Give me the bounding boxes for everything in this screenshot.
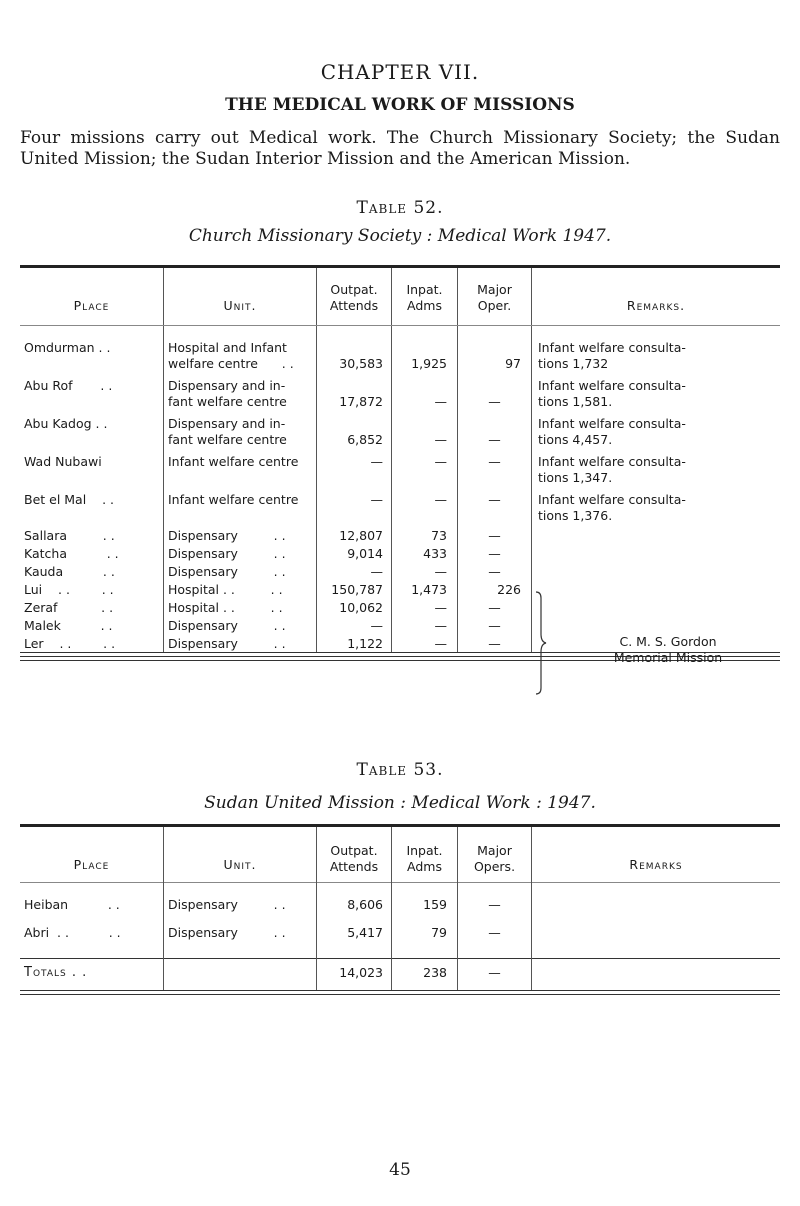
- table52-cell-major: —: [488, 636, 501, 651]
- table52-cell-remarks-line2: tions 1,732: [538, 356, 609, 371]
- table53-header-remarks: Remarks: [629, 857, 683, 872]
- table53-cell-outpat: 8,606: [347, 897, 383, 912]
- table52-cell-major: 97: [505, 356, 521, 371]
- table52-cell-outpat: 30,583: [339, 356, 383, 371]
- table53-cell-inpat: 79: [431, 925, 447, 940]
- table52-cell-inpat: —: [434, 394, 447, 409]
- table53-cell-major: —: [488, 897, 501, 912]
- table52-cell-remarks: Infant welfare consulta-: [538, 416, 686, 431]
- table52-cell-remarks: Infant welfare consulta-: [538, 340, 686, 355]
- table52-cell-major: 226: [497, 582, 521, 597]
- page-heading: THE MEDICAL WORK OF MISSIONS: [225, 95, 575, 115]
- table52-header-inpat: Inpat. Adms: [406, 282, 443, 313]
- table53-bottom-rule-2: [20, 994, 780, 995]
- table52-cell-remarks-line2: tions 4,457.: [538, 432, 613, 447]
- table52-cell-inpat: —: [434, 432, 447, 447]
- table53-cell-place: Heiban . .: [24, 897, 120, 912]
- table52-cell-remarks: Infant welfare consulta-: [538, 378, 686, 393]
- table53-header-rule: [20, 882, 780, 883]
- table53-totals-label: Totals . .: [24, 965, 88, 980]
- table52-cell-place: Abu Rof . .: [24, 378, 113, 393]
- table52-cell-unit: Dispensary and in-: [168, 378, 286, 393]
- table53-header-unit: Unit.: [223, 857, 257, 872]
- table53-header-outpat: Outpat. Attends: [329, 843, 379, 874]
- table52-cell-major: —: [488, 600, 501, 615]
- table52-header-place: Place: [73, 298, 110, 313]
- table53-cell-outpat: 5,417: [347, 925, 383, 940]
- table53-cell-unit: Dispensary . .: [168, 897, 286, 912]
- table52-cell-inpat: 1,925: [411, 356, 447, 371]
- table52-caption: Table 52.: [356, 198, 444, 218]
- table52-cell-inpat: 1,473: [411, 582, 447, 597]
- table52-cell-outpat: 17,872: [339, 394, 383, 409]
- table52-cell-unit: Infant welfare centre: [168, 454, 299, 469]
- brace-icon: [533, 590, 547, 696]
- table52-cell-remarks: Infant welfare consulta-: [538, 454, 686, 469]
- table52-cell-major: —: [488, 564, 501, 579]
- table52-cell-inpat: —: [434, 454, 447, 469]
- table53-header-place: Place: [73, 857, 110, 872]
- table52-header-major: Major Oper.: [477, 282, 512, 313]
- table52-cell-inpat: 433: [423, 546, 447, 561]
- table52-cell-major: —: [488, 492, 501, 507]
- table52-cell-inpat: —: [434, 564, 447, 579]
- table52-cell-place: Sallara . .: [24, 528, 115, 543]
- table53-cell-inpat: 159: [423, 897, 447, 912]
- table52-cell-outpat: 10,062: [339, 600, 383, 615]
- table52-top-rule: [20, 265, 780, 268]
- table52-cell-outpat: 12,807: [339, 528, 383, 543]
- table52-cell-unit: Dispensary and in-: [168, 416, 286, 431]
- page-number: 45: [389, 1160, 411, 1180]
- table52-cell-place: Wad Nubawi: [24, 454, 102, 469]
- table52-brace-note: C. M. S. Gordon Memorial Mission: [613, 634, 723, 665]
- table52-cell-place: Abu Kadog . .: [24, 416, 108, 431]
- table53-header-inpat: Inpat. Adms: [406, 843, 443, 874]
- table52-cell-place: Bet el Mal . .: [24, 492, 115, 507]
- table52-cell-outpat: 150,787: [331, 582, 383, 597]
- table52-cell-outpat: 6,852: [347, 432, 383, 447]
- intro-paragraph: Four missions carry out Medical work. The Church Missionary Society; the Sudan United Mission; the Sudan Interior Mission and the American Mission.: [20, 128, 780, 169]
- table53-cell-major: —: [488, 925, 501, 940]
- table52-cell-major: —: [488, 394, 501, 409]
- chapter-title: CHAPTER VII.: [320, 60, 480, 84]
- table53-totals-rule: [20, 958, 780, 959]
- table52-subtitle: Church Missionary Society : Medical Work 1947.: [188, 226, 612, 246]
- table52-cell-remarks-line2: tions 1,347.: [538, 470, 613, 485]
- table53-top-rule: [20, 824, 780, 827]
- table52-cell-unit: Dispensary . .: [168, 564, 286, 579]
- table53-totals-inpat: 238: [423, 965, 447, 980]
- table52-cell-place: Kauda . .: [24, 564, 115, 579]
- table53-totals-outpat: 14,023: [339, 965, 383, 980]
- table52-cell-unit: Hospital and Infant: [168, 340, 287, 355]
- table52-cell-inpat: —: [434, 618, 447, 633]
- table52-cell-major: —: [488, 546, 501, 561]
- table52-cell-unit-line2: welfare centre . .: [168, 356, 294, 371]
- table52-cell-remarks: Infant welfare consulta-: [538, 492, 686, 507]
- table52-cell-unit: Dispensary . .: [168, 528, 286, 543]
- table53-cell-unit: Dispensary . .: [168, 925, 286, 940]
- table52-cell-outpat: —: [370, 618, 383, 633]
- table52-header-remarks: Remarks.: [626, 298, 686, 313]
- table52-cell-unit: Hospital . . . .: [168, 600, 283, 615]
- table52-cell-unit: Hospital . . . .: [168, 582, 283, 597]
- table52-cell-remarks-line2: tions 1,376.: [538, 508, 613, 523]
- table52-cell-inpat: —: [434, 600, 447, 615]
- table52-cell-unit: Dispensary . .: [168, 546, 286, 561]
- table53-cell-place: Abri . . . .: [24, 925, 121, 940]
- table53-totals-major: —: [488, 965, 501, 980]
- table52-cell-unit: Dispensary . .: [168, 618, 286, 633]
- table52-cell-outpat: —: [370, 492, 383, 507]
- table52-cell-unit-line2: fant welfare centre: [168, 394, 287, 409]
- table52-cell-major: —: [488, 618, 501, 633]
- table52-cell-unit: Infant welfare centre: [168, 492, 299, 507]
- table53-col-divider: [531, 827, 532, 990]
- table52-cell-place: Katcha . .: [24, 546, 119, 561]
- table52-cell-outpat: —: [370, 454, 383, 469]
- table52-cell-major: —: [488, 528, 501, 543]
- table52-header-outpat: Outpat. Attends: [329, 282, 379, 313]
- table52-header-unit: Unit.: [223, 298, 257, 313]
- table53-subtitle: Sudan United Mission : Medical Work : 1947.: [204, 793, 596, 813]
- table53-bottom-rule: [20, 990, 780, 991]
- table53-caption: Table 53.: [356, 760, 444, 780]
- table52-cell-outpat: —: [370, 564, 383, 579]
- table52-cell-place: Lui . . . .: [24, 582, 114, 597]
- table52-header-rule: [20, 325, 780, 326]
- table52-cell-inpat: —: [434, 636, 447, 651]
- table52-cell-place: Omdurman . .: [24, 340, 111, 355]
- table52-cell-place: Zeraf . .: [24, 600, 114, 615]
- table52-cell-outpat: 9,014: [347, 546, 383, 561]
- table52-cell-unit-line2: fant welfare centre: [168, 432, 287, 447]
- table52-cell-unit: Dispensary . .: [168, 636, 286, 651]
- table52-cell-place: Malek . .: [24, 618, 113, 633]
- table52-cell-remarks-line2: tions 1,581.: [538, 394, 613, 409]
- table53-col-divider: [163, 827, 164, 990]
- table52-cell-outpat: 1,122: [347, 636, 383, 651]
- table53-header-major: Major Opers.: [473, 843, 516, 874]
- table52-cell-inpat: —: [434, 492, 447, 507]
- table52-cell-major: —: [488, 454, 501, 469]
- table52-cell-place: Ler . . . .: [24, 636, 116, 651]
- table52-cell-inpat: 73: [431, 528, 447, 543]
- table52-cell-major: —: [488, 432, 501, 447]
